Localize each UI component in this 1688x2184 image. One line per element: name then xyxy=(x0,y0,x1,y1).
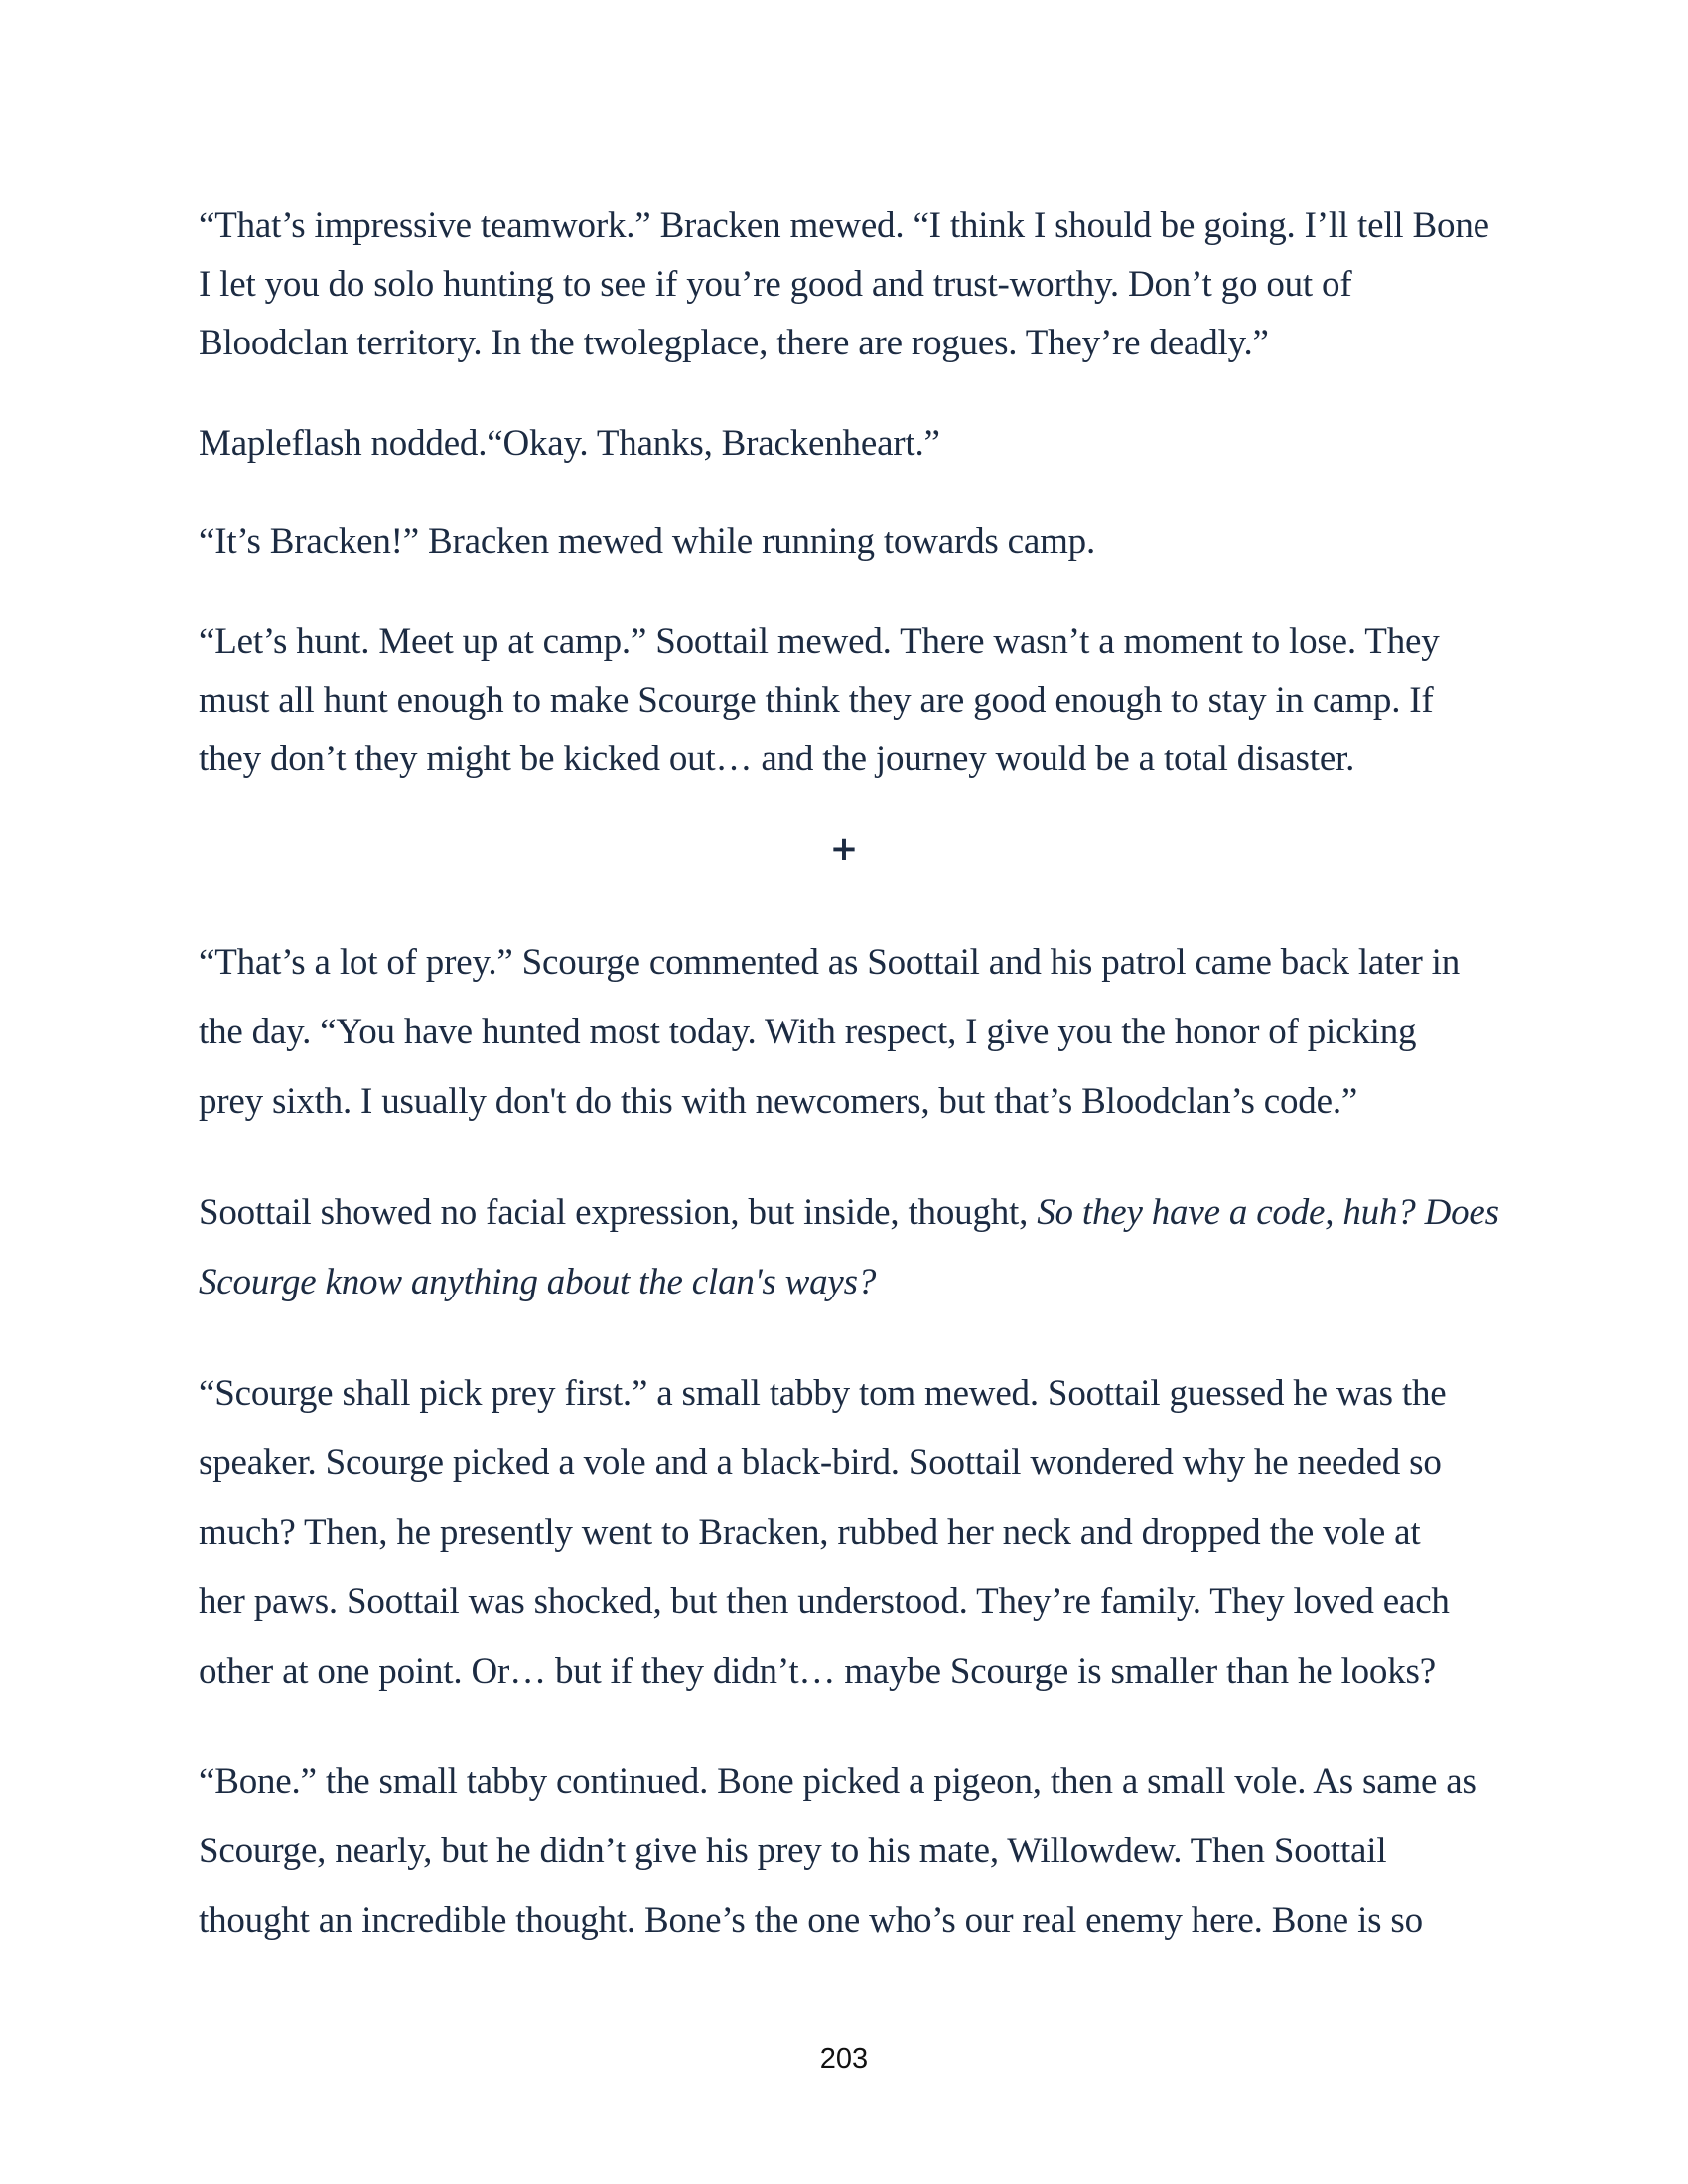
text-line: “That’s a lot of prey.” Scourge commented as Soottail and his patrol came back later in xyxy=(199,942,1460,983)
paragraph-scourge-picks xyxy=(199,1359,1499,1706)
text-line: I let you do solo hunting to see if you’re good and trust-worthy. Don’t go out of xyxy=(199,264,1352,305)
text-line xyxy=(199,1178,1499,1248)
section-separator: + xyxy=(829,829,859,869)
text-line: “It’s Bracken!” Bracken mewed while running towards camp. xyxy=(199,521,1095,562)
text-line: “That’s impressive teamwork.” Bracken mewed. “I think I should be going. I’ll tell Bone xyxy=(199,205,1489,246)
text-line: her paws. Soottail was shocked, but then understood. They’re family. They loved each xyxy=(199,1581,1450,1622)
text-line: “Let’s hunt. Meet up at camp.” Soottail mewed. There wasn’t a moment to lose. They xyxy=(199,621,1440,662)
paragraph-its-bracken xyxy=(199,512,1499,571)
paragraph-mapleflash-nodded xyxy=(199,414,1499,473)
text-line: other at one point. Or… but if they didn’t… maybe Scourge is smaller than he looks? xyxy=(199,1651,1436,1692)
text-line: prey sixth. I usually don't do this with newcomers, but that’s Bloodclan’s code.” xyxy=(199,1081,1358,1122)
italic-thought: So they have a code, huh? Does xyxy=(1037,1192,1499,1233)
text-line: Scourge, nearly, but he didn’t give his prey to his mate, Willowdew. Then Soottail xyxy=(199,1831,1387,1871)
paragraph-soottail-thought xyxy=(199,1178,1499,1317)
italic-thought: Scourge know anything about the clan's ways? xyxy=(199,1262,877,1302)
text-line: speaker. Scourge picked a vole and a black-bird. Soottail wondered why he needed so xyxy=(199,1442,1442,1483)
plain-text: Soottail showed no facial expression, but inside, thought, xyxy=(199,1192,1038,1233)
paragraph-bone-picks xyxy=(199,1747,1499,1956)
text-line: “Scourge shall pick prey first.” a small tabby tom mewed. Soottail guessed he was the xyxy=(199,1373,1447,1414)
text-line: the day. “You have hunted most today. With respect, I give you the honor of picking xyxy=(199,1012,1417,1052)
text-line: Mapleflash nodded.“Okay. Thanks, Brackenheart.” xyxy=(199,423,940,464)
text-line xyxy=(199,1248,1499,1317)
text-line: “Bone.” the small tabby continued. Bone picked a pigeon, then a small vole. As same as xyxy=(199,1761,1477,1802)
text-line: thought an incredible thought. Bone’s the one who’s our real enemy here. Bone is so xyxy=(199,1900,1423,1941)
text-line: must all hunt enough to make Scourge think they are good enough to stay in camp. If xyxy=(199,680,1434,721)
page-number: 203 xyxy=(819,2043,869,2075)
text-line: much? Then, he presently went to Bracken, rubbed her neck and dropped the vole at xyxy=(199,1512,1421,1553)
paragraph-bracken-teamwork xyxy=(199,197,1499,372)
paragraph-lot-of-prey xyxy=(199,928,1499,1137)
text-line: they don’t they might be kicked out… and the journey would be a total disaster. xyxy=(199,739,1355,779)
text-line: Bloodclan territory. In the twolegplace, there are rogues. They’re deadly.” xyxy=(199,323,1269,363)
paragraph-lets-hunt xyxy=(199,613,1499,788)
